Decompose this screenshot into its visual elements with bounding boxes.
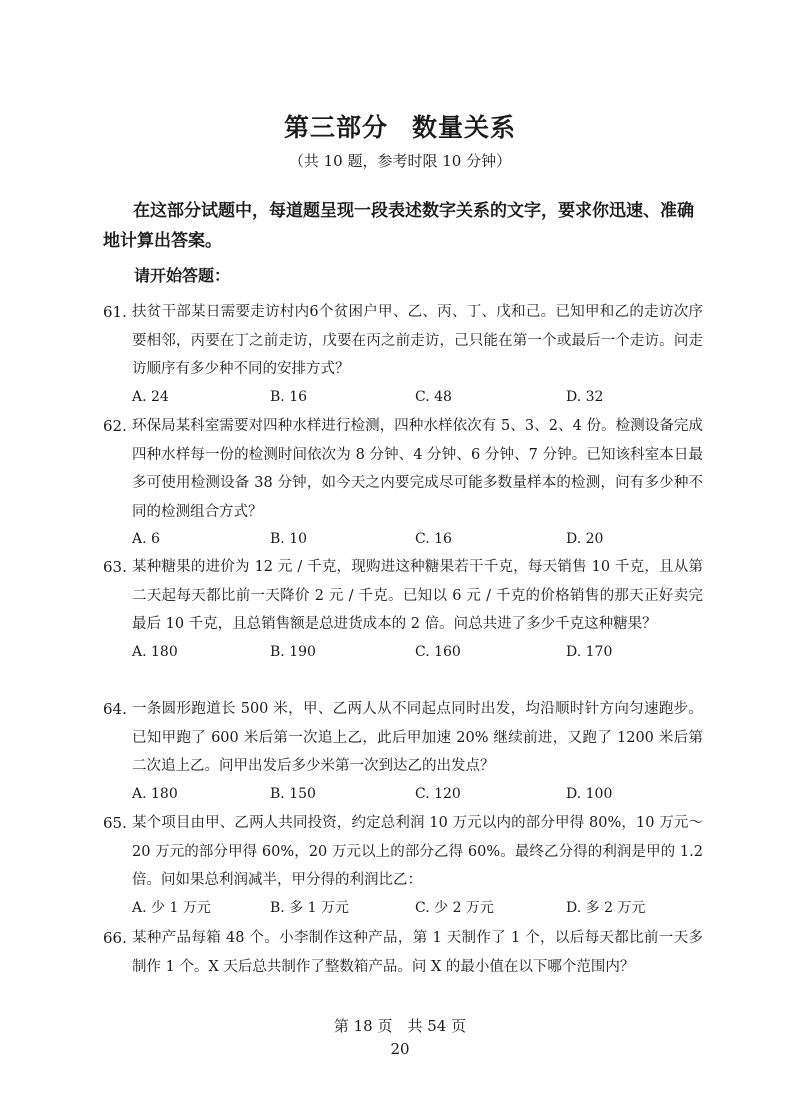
option-b[interactable]: B. 10 [270,531,308,547]
section-title [0,108,800,144]
option-c[interactable]: C. 48 [415,388,452,405]
answer-options [132,526,703,552]
option-a[interactable]: A. 180 [132,643,178,660]
section-subtitle: （共 10 题，参考时限 10 分钟） [288,152,512,170]
question-number: 63. [103,558,127,576]
page-number: 20 [390,1040,410,1058]
option-a[interactable]: A. 24 [132,388,169,405]
answer-options [132,895,703,921]
option-d[interactable]: D. 32 [566,388,604,405]
option-a[interactable]: A. 少 1 万元 [132,899,211,916]
answer-options [132,781,703,807]
option-d[interactable]: D. 20 [566,531,604,547]
question-65 [103,809,703,921]
option-c[interactable]: C. 少 2 万元 [415,899,494,916]
question-number: 62. [103,417,127,435]
section-intro [103,196,703,256]
option-d[interactable]: D. 100 [566,785,613,802]
question-number: 64. [103,700,127,718]
question-number: 66. [103,929,127,947]
option-b[interactable]: B. 190 [270,643,316,660]
section-title-part: 第三部分 [283,113,388,142]
start-prompt: 请开始答题： [134,266,231,285]
question-text: 某种糖果的进价为 12 元 / 千克，现购进这种糖果若干千克，每天销售 10 千克，且从第二天起每天都比前一天降价 2 元 / 千克。已知以 6 元 / 千克的价格销售的那天正好卖完最后 10 千克，且总销售额是总进货成本的 2 倍。问总共进了多少千克这种糖果？ [132,559,703,632]
question-text: 某种产品每箱 48 个。小李制作这种产品，第 1 天制作了 1 个，以后每天都比前一天多制作 1 个。X 天后总共制作了整数箱产品。问 X 的最小值在以下哪个范围内？ [132,930,703,975]
question-64 [103,695,703,807]
answer-options [132,639,703,665]
question-number: 61. [103,303,127,321]
question-63 [103,553,703,665]
question-61 [103,298,703,410]
question-66 [103,924,703,981]
option-b[interactable]: B. 多 1 万元 [270,899,349,916]
section-title-name: 数量关系 [412,113,517,142]
question-62 [103,412,703,552]
option-c[interactable]: C. 120 [415,785,461,802]
option-d[interactable]: D. 多 2 万元 [566,899,646,916]
question-text: 某个项目由甲、乙两人共同投资，约定总利润 10 万元以内的部分甲得 80%，10 万元～20 万元的部分甲得 60%，20 万元以上的部分乙得 60%。最终乙分得的利润是甲的 1.2 倍。问如果总利润减半，甲分得的利润比乙： [132,815,703,888]
option-c[interactable]: C. 16 [415,531,452,547]
option-a[interactable]: A. 6 [132,531,160,547]
section-intro-text: 在这部分试题中，每道题呈现一段表述数字关系的文字，要求你迅速、准确地计算出答案。 [103,201,694,251]
option-b[interactable]: B. 16 [270,388,308,405]
question-text: 扶贫干部某日需要走访村内6个贫困户甲、乙、丙、丁、戊和己。已知甲和乙的走访次序要相邻，丙要在丁之前走访，戊要在丙之前走访，己只能在第一个或最后一个走访。问走访顺序有多少种不同的安排方式？ [132,304,703,377]
option-b[interactable]: B. 150 [270,785,316,802]
option-c[interactable]: C. 160 [415,643,461,660]
page-footer: 第 18 页 共 54 页 [333,1017,467,1035]
answer-options [132,384,703,410]
option-d[interactable]: D. 170 [566,643,613,660]
question-number: 65. [103,814,127,832]
question-text: 一条圆形跑道长 500 米，甲、乙两人从不同起点同时出发，均沿顺时针方向匀速跑步。已知甲跑了 600 米后第一次追上乙，此后甲加速 20% 继续前进，又跑了 1200 米后第二次追上乙。问甲出发后多少米第一次到达乙的出发点？ [132,701,703,774]
option-a[interactable]: A. 180 [132,785,178,802]
question-text: 环保局某科室需要对四种水样进行检测，四种水样依次有 5、3、2、4 份。检测设备完成四种水样每一份的检测时间依次为 8 分钟、4 分钟、6 分钟、7 分钟。已知该科室本日最多可使用检测设备 38 分钟，如今天之内要完成尽可能多数量样本的检测，问有多少种不同的检测组合方式？ [132,418,703,520]
